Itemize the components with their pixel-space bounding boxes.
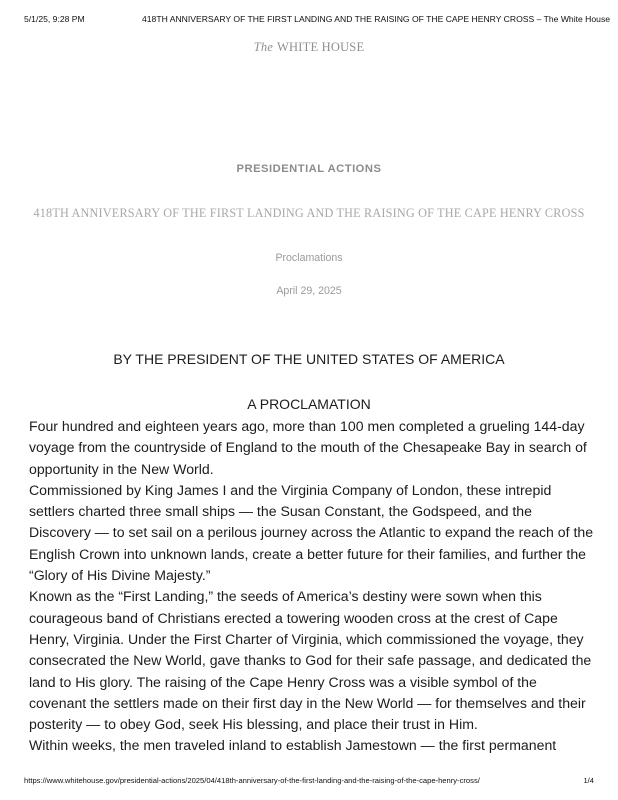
site-logo[interactable]	[0, 40, 618, 55]
category-link[interactable]: Proclamations	[275, 252, 343, 264]
logo-the: The	[253, 40, 274, 54]
print-page-title: 418TH ANNIVERSARY OF THE FIRST LANDING AND THE RAISING OF THE CAPE HENRY CROSS – The White House	[142, 14, 611, 24]
print-timestamp: 5/1/25, 9:28 PM	[24, 14, 85, 24]
page-title: 418TH ANNIVERSARY OF THE FIRST LANDING AND THE RAISING OF THE CAPE HENRY CROSS	[33, 206, 585, 220]
section-kicker[interactable]: PRESIDENTIAL ACTIONS	[236, 163, 382, 175]
by-line-heading: BY THE PRESIDENT OF THE UNITED STATES OF AMERICA	[113, 351, 505, 367]
page-indicator: 1/4	[583, 776, 594, 785]
logo-name: WHITE HOUSE	[277, 40, 365, 54]
proclamation-heading: A PROCLAMATION	[247, 396, 371, 412]
paragraph-3: Known as the “First Landing,” the seeds of America’s destiny were sown when this courageous band of Christians erected a towering wooden cross at the crest of Cape Henry, Virginia. Under the First Charter of Virginia, which commissioned the voyage, they consecrated the New World, gave thanks to God for their safe passage, and dedicated the land to His glory. The raising of the Cape Henry Cross was a visible symbol of the covenant the settlers made on their first day in the New World — for themselves and their posterity — to obey God, seek His blessing, and place their trust in Him.	[29, 588, 592, 733]
print-url: https://www.whitehouse.gov/presidential-actions/2025/04/418th-anniversary-of-the-first-landing-and-the-raising-of-the-cape-henry-cross/	[24, 776, 480, 785]
publish-date: April 29, 2025	[276, 285, 342, 297]
article-body	[29, 416, 594, 757]
paragraph-1: Four hundred and eighteen years ago, more than 100 men completed a grueling 144-day voyage from the countryside of England to the mouth of the Chesapeake Bay in search of opportunity in the New World.	[29, 418, 587, 477]
paragraph-2: Commissioned by King James I and the Virginia Company of London, these intrepid settlers charted three small ships — the Susan Constant, the Godspeed, and the Discovery — to set sail on a perilous journey across the Atlantic to expand the reach of the English Crown into unknown lands, create a better future for their families, and further the “Glory of His Divine Majesty.”	[29, 481, 594, 584]
paragraph-4: Within weeks, the men traveled inland to establish Jamestown — the first permanent	[29, 737, 557, 754]
